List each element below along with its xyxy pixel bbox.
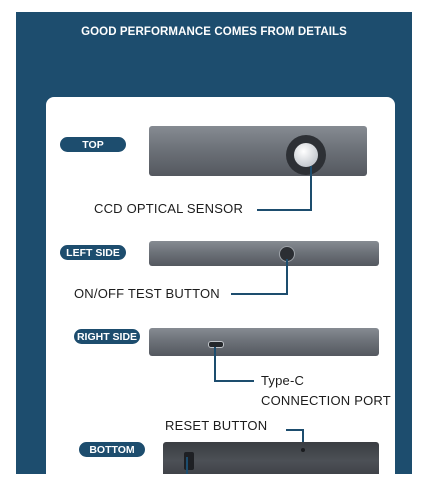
label-ccd-optical-sensor: CCD OPTICAL SENSOR [94,201,244,216]
port-pointer-line [214,347,216,382]
label-reset-button: RESET BUTTON [165,418,268,433]
label-type-c: Type-C [261,373,305,388]
button-pointer-line [286,259,288,295]
feature-frame [16,12,412,474]
sensor-pointer-line [310,166,312,210]
label-connection-port: CONNECTION PORT [261,393,391,408]
tag-bottom: BOTTOM [79,442,145,457]
device-right-side-view [149,328,379,356]
usb-c-port-icon [208,341,224,348]
device-left-side-view [149,241,379,266]
tag-left-side: LEFT SIDE [60,245,126,260]
bottom-pointer-line [186,457,188,474]
port-pointer-line [214,380,254,382]
tag-right-side: RIGHT SIDE [74,329,140,344]
device-bottom-view [163,442,379,474]
banner-title: GOOD PERFORMANCE COMES FROM DETAILS [81,26,347,38]
reset-pinhole-icon [301,448,305,452]
sensor-pointer-line [257,209,312,211]
device-top-view [149,126,367,176]
ccd-sensor-icon [294,143,318,167]
details-panel [46,97,395,474]
button-pointer-line [231,293,288,295]
tag-top: TOP [60,137,126,152]
label-on-off-test-button: ON/OFF TEST BUTTON [74,286,220,301]
